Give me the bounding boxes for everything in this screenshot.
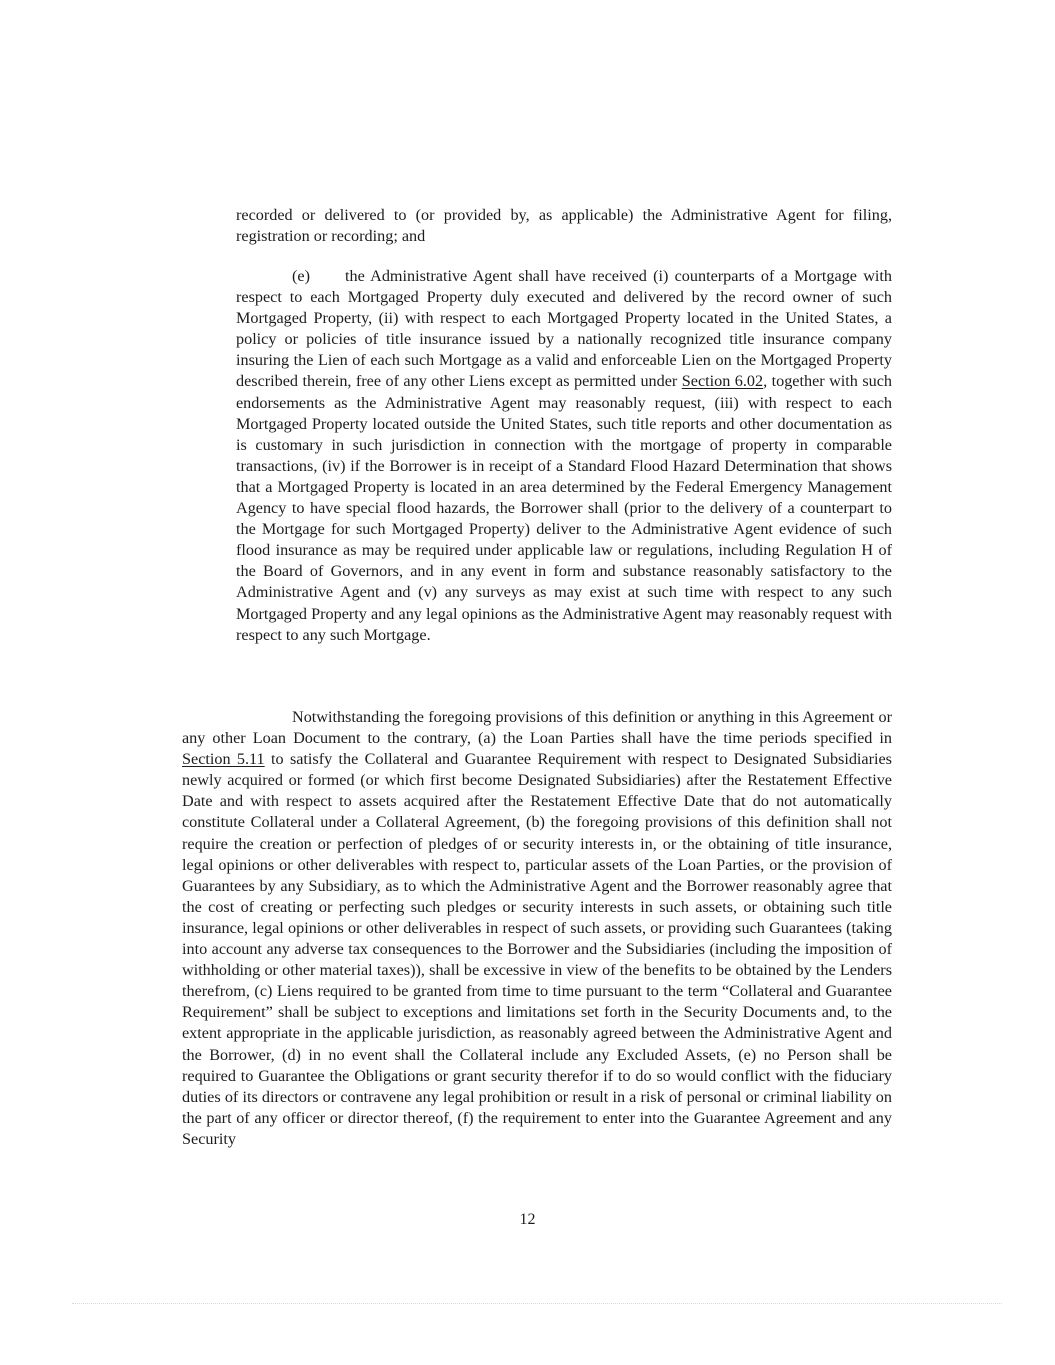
- section-5-11-reference: Section 5.11: [182, 750, 265, 769]
- notwithstanding-text-after-ref: to satisfy the Collateral and Guarantee Requirement with respect to Designated Subsidiaries newly acquired or formed (or which first become Designated Subsidiaries) after the Restatement Effective Date and with respect to assets acquired after the Restatement Effective Date that do not automatically constitute Collateral under a Collateral Agreement, (b) the foregoing provisions of this definition shall not require the creation or perfection of pledges of or security interests in, or the obtaining of title insurance, legal opinions or other deliverables with respect to, particular assets of the Loan Parties, or the provision of Guarantees by any Subsidiary, as to which the Administrative Agent and the Borrower reasonably agree that the cost of creating or perfecting such pledges or security interests in such assets, or obtaining such title insurance, legal opinions or other deliverables in respect of such assets, or providing such Guarantees (taking into account any adverse tax consequences to the Borrower and the Subsidiaries (including the imposition of withholding or other material taxes)), shall be excessive in view of the benefits to be obtained by the Lenders therefrom, (c) Liens required to be granted from time to time pursuant to the term “Collateral and Guarantee Requirement” shall be subject to exceptions and limitations set forth in the Security Documents and, to the extent appropriate in the applicable jurisdiction, as reasonably agreed between the Administrative Agent and the Borrower, (d) in no event shall the Collateral include any Excluded Assets, (e) no Person shall be required to Guarantee the Obligations or grant security therefor if to do so would conflict with the fiduciary duties of its directors or contravene any legal prohibition or result in a risk of personal or criminal liability on the part of any officer or director thereof, (f) the requirement to enter into the Guarantee Agreement and any Security: [182, 750, 892, 1148]
- continuation-paragraph: [236, 205, 892, 247]
- section-6-02-reference: Section 6.02: [681, 372, 764, 391]
- clause-e-text-before-ref: the Administrative Agent shall have received (i) counterparts of a Mortgage with respect to each Mortgaged Property duly executed and delivered by the record owner of such Mortgaged Property, (ii) with respect to each Mortgaged Property located in the United States, a policy or policies of title insurance issued by a nationally recognized title insurance company insuring the Lien of each such Mortgage as a valid and enforceable Lien on the Mortgaged Property described therein, free of any other Liens except as permitted under: [236, 267, 892, 391]
- clause-e-text-after-ref: , together with such endorsements as the Administrative Agent may reasonably request, (iii) with respect to each Mortgaged Property located outside the United States, such title reports and other documentation as is customary in such jurisdiction in connection with the mortgage of property in comparable transactions, (iv) if the Borrower is in receipt of a Standard Flood Hazard Determination that shows that a Mortgaged Property is located in an area determined by the Federal Emergency Management Agency to have special flood hazards, the Borrower shall (prior to the delivery of a counterpart to the Mortgage for such Mortgaged Property) deliver to the Administrative Agent evidence of such flood insurance as may be required under applicable law or regulations, including Regulation H of the Board of Governors, and in any event in form and substance reasonably satisfactory to the Administrative Agent and (v) any surveys as may exist at such time with respect to any such Mortgaged Property and any legal opinions as the Administrative Agent may reasonably request with respect to any such Mortgage.: [236, 372, 892, 644]
- scan-edge-divider: [72, 1303, 1002, 1304]
- clause-e-label: (e): [292, 267, 310, 285]
- continuation-text: recorded or delivered to (or provided by, as applicable) the Administrative Agent for filing, registration or recording; and: [236, 206, 892, 246]
- page-number: 12: [519, 1211, 536, 1228]
- notwithstanding-text-before-ref: Notwithstanding the foregoing provisions of this definition or anything in this Agreement or any other Loan Document to the contrary, (a) the Loan Parties shall have the time periods specified in: [182, 708, 892, 748]
- notwithstanding-paragraph: [182, 707, 892, 1150]
- clause-e-paragraph: [236, 266, 892, 646]
